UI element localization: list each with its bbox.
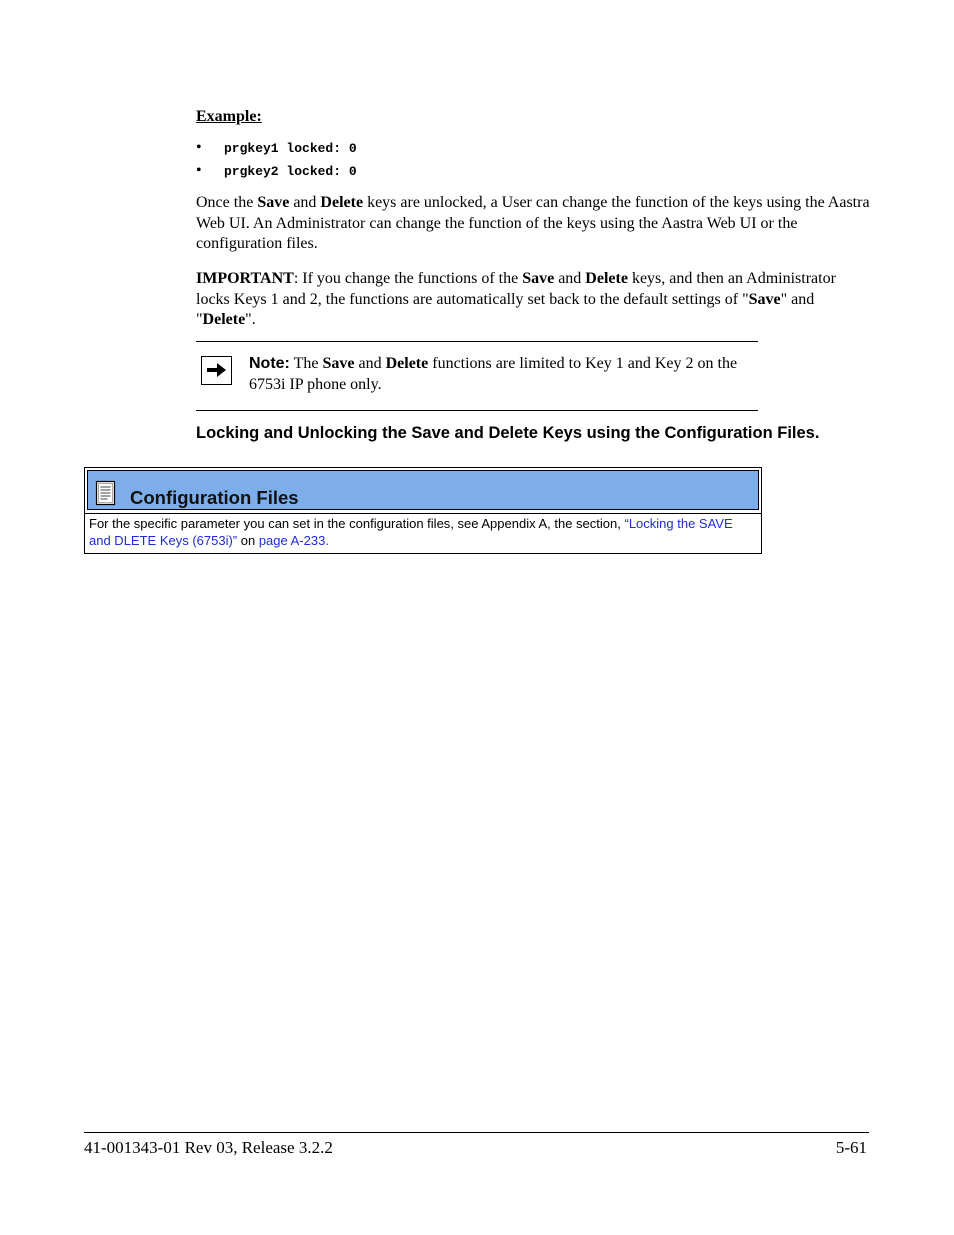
- note-label: Note:: [249, 355, 290, 372]
- bold-text: Save: [522, 270, 555, 287]
- divider: [85, 513, 761, 514]
- bold-text: Delete: [385, 355, 429, 372]
- list-item: [196, 139, 357, 157]
- text: " and ": [196, 290, 815, 328]
- bold-text: Delete: [320, 194, 364, 211]
- note-text: [249, 353, 759, 395]
- text: and: [289, 194, 321, 211]
- paragraph-important: [196, 269, 871, 331]
- text: and: [554, 270, 586, 287]
- text: and: [354, 355, 386, 372]
- configuration-files-box: [84, 467, 762, 554]
- section-link[interactable]: “Locking the SAVE and DLETE Keys (6753i)”: [89, 516, 733, 548]
- bold-text: IMPORTANT: [196, 270, 294, 287]
- bold-text: Delete: [585, 270, 628, 287]
- bold-text: Delete: [202, 311, 246, 328]
- footer-rule: [84, 1132, 869, 1133]
- text: Once the: [196, 194, 258, 211]
- note-bottom-rule: [196, 410, 758, 411]
- arrow-right-icon: [201, 356, 232, 385]
- page-link[interactable]: page A-233: [258, 533, 326, 548]
- text: ".: [245, 311, 256, 328]
- document-icon: [95, 480, 117, 506]
- bold-text: Save: [322, 355, 355, 372]
- code-text: prgkey2 locked: 0: [224, 164, 357, 179]
- example-label: Example:: [196, 108, 262, 125]
- bold-text: Save: [257, 194, 290, 211]
- footer-page-number: 5-61: [835, 1138, 867, 1157]
- bullet: •: [196, 139, 202, 156]
- text: The: [289, 355, 323, 372]
- note-top-rule: [196, 341, 758, 342]
- configuration-files-title: Configuration Files: [130, 487, 299, 508]
- text: : If you change the functions of the: [293, 270, 523, 287]
- code-text: prgkey1 locked: 0: [224, 141, 357, 156]
- bullet: •: [196, 162, 202, 179]
- text: keys, and then an Administrator locks Keys 1 and 2, the functions are automatically set back to the default settings of ": [196, 270, 836, 308]
- section-heading: Locking and Unlocking the Save and Delete Keys using the Configuration Files.: [196, 424, 820, 442]
- text: For the specific parameter you can set in the configuration files, see Appendix A, the section,: [89, 516, 625, 531]
- bold-text: Save: [748, 290, 781, 308]
- configuration-files-header: [87, 470, 759, 510]
- paragraph-unlocked-keys: [196, 193, 871, 255]
- text: .: [325, 533, 329, 548]
- text: on: [237, 533, 259, 548]
- configuration-files-body: [89, 515, 754, 549]
- list-item: [196, 162, 357, 180]
- text: keys are unlocked, a User can change the function of the keys using the Aastra Web UI. An Administrator can change the function of the keys using the Aastra Web UI or the configuration files.: [196, 194, 870, 252]
- text: functions are limited to Key 1 and Key 2 on the 6753i IP phone only.: [249, 355, 738, 393]
- footer-document-id: 41-001343-01 Rev 03, Release 3.2.2: [84, 1138, 333, 1157]
